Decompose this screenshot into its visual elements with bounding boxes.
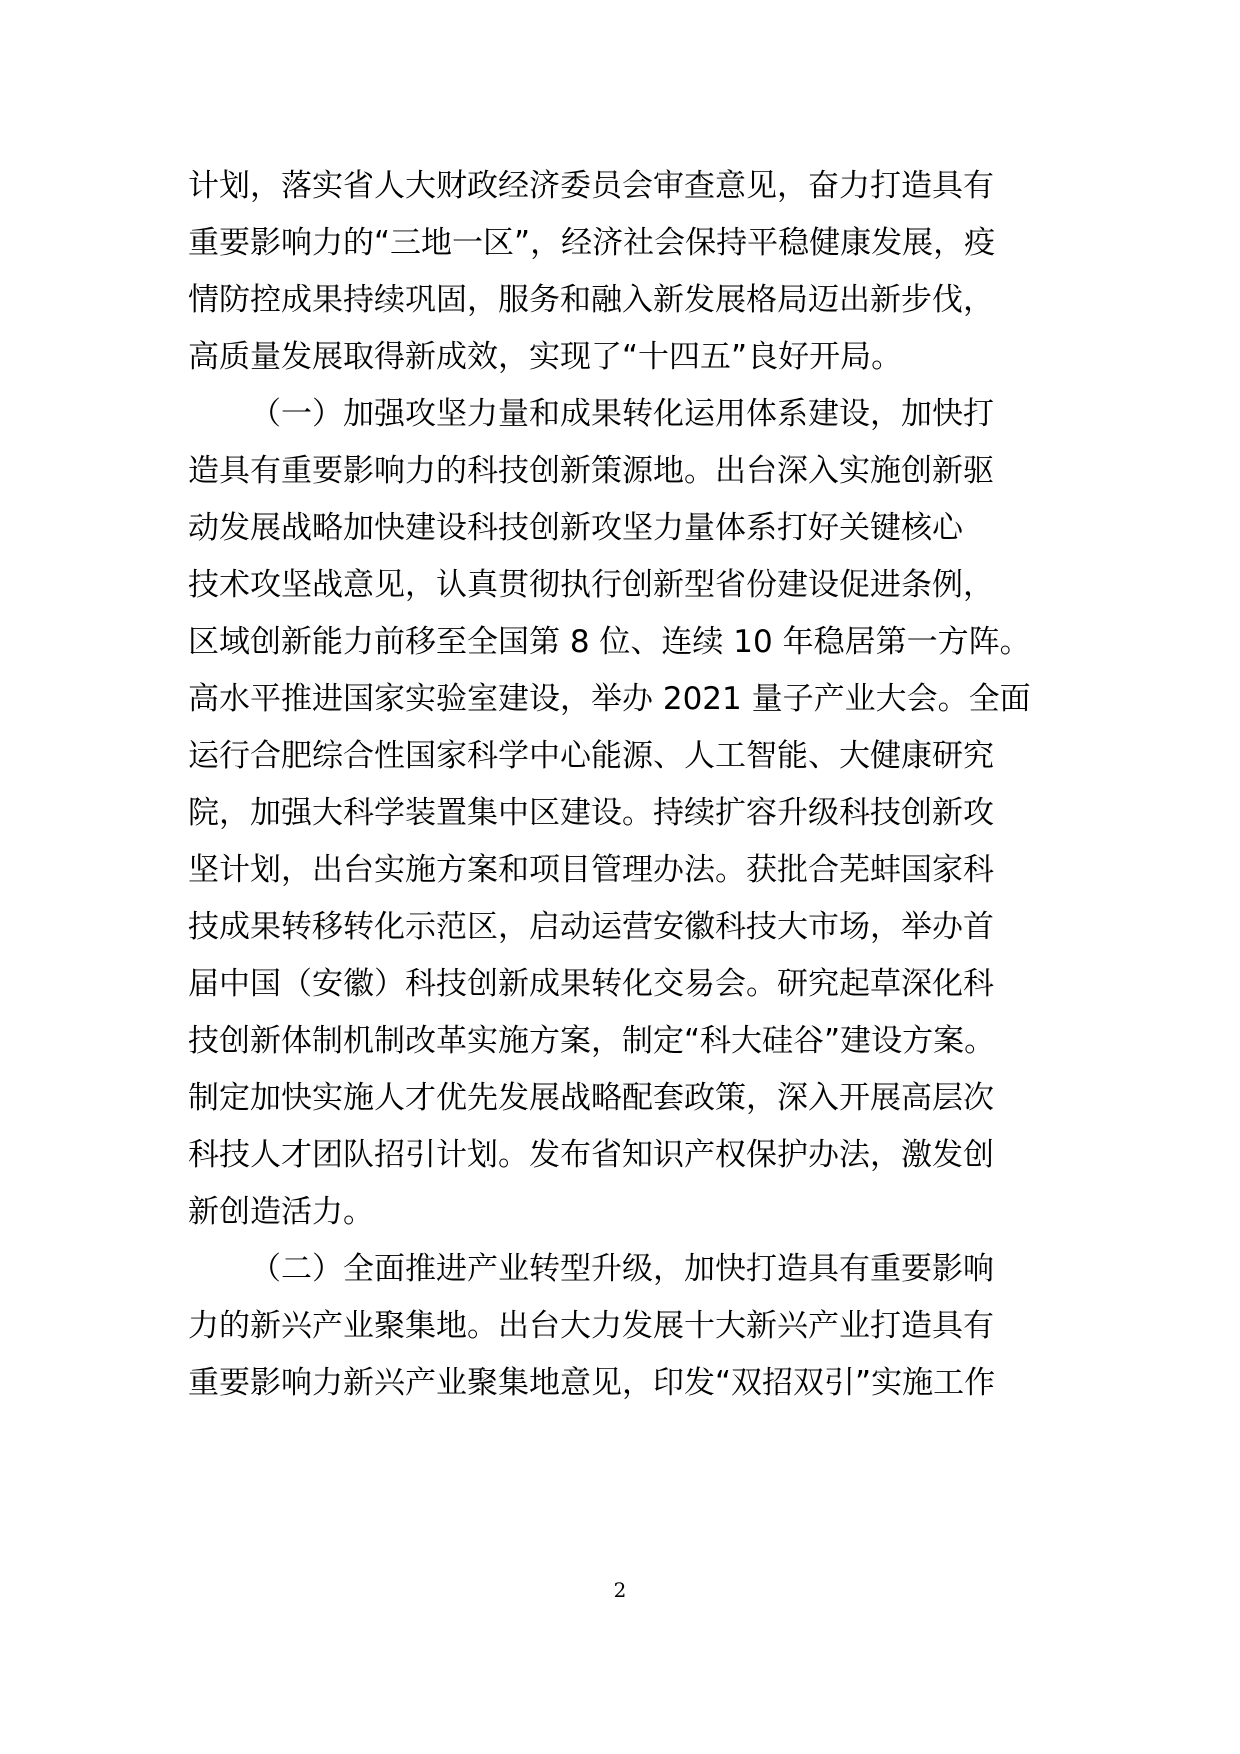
body-text (188, 158, 1058, 1412)
text-line: 力的新兴产业聚集地。出台大力发展十大新兴产业打造具有 (188, 1308, 994, 1344)
paragraph-first-line: （一）加强攻坚力量和成果转化运用体系建设，加快打 (250, 396, 994, 432)
text-line: 动发展战略加快建设科技创新攻坚力量体系打好关键核心 (188, 510, 963, 546)
text-line: 技术攻坚战意见，认真贯彻执行创新型省份建设促进条例， (188, 567, 994, 603)
text-line: 新创造活力。 (188, 1194, 374, 1230)
text-line: 造具有重要影响力的科技创新策源地。出台深入实施创新驱 (188, 453, 994, 489)
text-line: 重要影响力新兴产业聚集地意见，印发“双招双引”实施工作 (188, 1365, 996, 1401)
text-line: 院，加强大科学装置集中区建设。持续扩容升级科技创新攻 (188, 795, 994, 831)
text-line: 运行合肥综合性国家科学中心能源、人工智能、大健康研究 (188, 738, 994, 774)
paragraph-first-line: （二）全面推进产业转型升级，加快打造具有重要影响 (250, 1251, 994, 1287)
text-line: 技创新体制机制改革实施方案，制定“科大硅谷”建设方案。 (188, 1023, 996, 1059)
text-line: 计划，落实省人大财政经济委员会审查意见，奋力打造具有 (188, 168, 994, 204)
text-line: 情防控成果持续巩固，服务和融入新发展格局迈出新步伐， (188, 282, 994, 318)
text-line: 重要影响力的“三地一区”，经济社会保持平稳健康发展，疫 (188, 225, 996, 261)
text-line: 高水平推进国家实验室建设，举办 2021 量子产业大会。全面 (188, 681, 1031, 717)
text-line: 制定加快实施人才优先发展战略配套政策，深入开展高层次 (188, 1080, 994, 1116)
text-line: 高质量发展取得新成效，实现了“十四五”良好开局。 (188, 339, 903, 375)
text-line: 坚计划，出台实施方案和项目管理办法。获批合芜蚌国家科 (188, 852, 994, 888)
page-number: 2 (613, 1578, 627, 1602)
text-line: 区域创新能力前移至全国第 8 位、连续 10 年稳居第一方阵。 (188, 624, 1031, 660)
text-line: 届中国（安徽）科技创新成果转化交易会。研究起草深化科 (188, 966, 994, 1002)
text-line: 技成果转移转化示范区，启动运营安徽科技大市场，举办首 (188, 909, 994, 945)
text-line: 科技人才团队招引计划。发布省知识产权保护办法，激发创 (188, 1137, 994, 1173)
